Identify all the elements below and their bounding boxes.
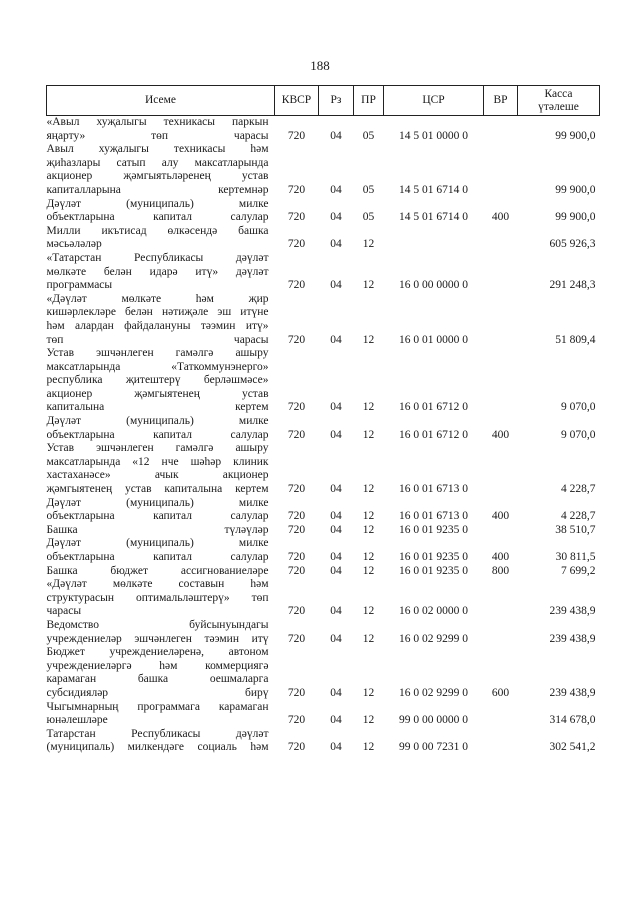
table-row [47,701,600,728]
row-csr: 14 5 01 6714 0 [399,211,468,224]
row-pr: 12 [362,714,375,727]
row-kassa: 314 678,0 [549,714,596,727]
row-rz: 04 [330,238,342,251]
row-rz: 04 [330,129,342,142]
row-rz: 04 [330,523,342,536]
row-rz: 04 [330,510,342,523]
table-row [47,225,600,252]
row-pr: 12 [362,510,375,523]
header-kassa-line2: үтәлеше [538,100,579,113]
row-name: Бюджет учреждениеләренә, автоном учреждениеләргә һәм коммерциягә карамаган башка оешмаларга субсидияләр бирү [46,646,269,699]
row-rz: 04 [330,279,342,292]
row-name: Дәүләт (муниципаль) милке объектларына капитал салулар [46,496,269,523]
table-row [47,415,600,442]
table-row [47,537,600,564]
table-row [47,524,600,538]
row-vr [484,619,518,646]
row-kvsr: 720 [287,238,306,251]
row-kassa: 4 228,7 [561,510,596,523]
row-kvsr: 720 [287,183,306,196]
row-kvsr: 720 [287,551,306,563]
row-pr: 12 [362,238,375,251]
row-name: Татарстан Республикасы дәүләт (муниципаль) милкендәге социаль һәм [46,727,269,754]
row-kvsr: 720 [287,428,306,441]
row-name: Дәүләт (муниципаль) милке объектларына капитал салулар [46,537,269,563]
row-pr: 12 [362,605,375,618]
header-csr: ЦСР [384,86,484,116]
table-row [47,252,600,293]
row-name: Милли икътисад өлкәсендә башка мәсьәләләр [46,224,269,251]
header-name: Исеме [47,86,275,116]
row-vr [484,143,518,197]
row-vr: 800 [491,564,510,577]
row-pr: 12 [362,279,375,292]
row-pr: 12 [362,741,375,754]
table-row [47,198,600,225]
row-pr: 12 [362,632,375,645]
row-rz: 04 [330,564,342,577]
row-kassa: 9 070,0 [561,401,596,414]
row-kvsr: 720 [287,401,306,414]
row-rz: 04 [330,551,342,563]
row-name: «Дәүләт мөлкәте составын һәм структурасын оптимальләштерү» төп чарасы [46,578,269,618]
table-row [47,619,600,646]
table-row [47,347,600,415]
row-kvsr: 720 [287,510,306,523]
row-csr: 16 0 01 6713 0 [399,483,468,496]
table-row [47,442,600,496]
row-vr: 400 [491,428,510,441]
table-row [47,116,600,144]
header-kassa-line1: Касса [544,87,573,100]
header-kvsr: КВСР [275,86,319,116]
row-pr: 12 [362,523,375,536]
row-kassa: 30 811,5 [555,551,596,563]
row-csr: 16 0 01 6712 0 [399,401,468,414]
row-vr [484,347,518,415]
row-rz: 04 [330,483,342,496]
row-name: Устав эшчәнлеген гамәлгә ашыру максатларында «12 нче шәһәр клиник хастаханәсе» ачык акционер җәмгыятенең устав капиталына кертем [46,442,269,496]
row-csr: 16 0 01 0000 0 [399,333,468,346]
row-csr: 16 0 02 9299 0 [399,686,468,699]
row-kassa: 99 900,0 [555,211,596,224]
row-vr [484,252,518,293]
row-kvsr: 720 [287,686,306,699]
row-kvsr: 720 [287,564,306,577]
row-csr: 99 0 00 7231 0 [399,741,468,754]
row-pr: 05 [362,211,375,224]
row-pr: 12 [362,401,375,414]
row-kvsr: 720 [287,279,306,292]
row-name: «Татарстан Республикасы дәүләт мөлкәте белән идарә итү» дәүләт программасы [46,251,269,292]
row-vr: 600 [491,686,510,699]
row-vr: 400 [491,211,510,224]
row-csr: 16 0 01 6712 0 [399,428,468,441]
row-kassa: 239 438,9 [549,605,596,618]
header-kassa [518,86,600,116]
row-csr: 16 0 02 0000 0 [399,605,468,618]
row-rz: 04 [330,686,342,699]
row-csr: 16 0 01 9235 0 [399,523,468,536]
row-name: «Авыл хуҗалыгы техникасы паркын яңарту» төп чарасы [46,116,269,142]
row-kvsr: 720 [287,632,306,645]
row-kassa: 99 900,0 [555,129,596,142]
row-kassa: 9 070,0 [561,428,596,441]
row-kassa: 51 809,4 [555,333,596,346]
row-pr: 12 [362,686,375,699]
row-vr [484,116,518,144]
row-csr: 16 0 01 9235 0 [399,564,468,577]
row-csr: 16 0 00 0000 0 [399,279,468,292]
table-row [47,728,600,755]
header-rz: Рз [319,86,354,116]
table-row [47,293,600,347]
row-pr: 12 [362,333,375,346]
row-name: Устав эшчәнлеген гамәлгә ашыру максатларында «Таткоммунэнерго» республика җитештерү берләшмәсе» акционер җәмгыятенең устав капиталына кертем [46,347,269,414]
row-vr [484,442,518,496]
row-kassa: 302 541,2 [549,741,596,754]
row-name: Дәүләт (муниципаль) милке объектларына капитал салулар [46,415,269,441]
row-kvsr: 720 [287,741,306,754]
row-kassa: 7 699,2 [561,564,596,577]
table-row [47,646,600,700]
table-header [47,86,600,116]
row-vr [484,728,518,755]
row-csr: 16 0 01 9235 0 [399,551,468,563]
row-kassa: 239 438,9 [549,686,596,699]
row-rz: 04 [330,211,342,224]
row-pr: 12 [362,564,375,577]
row-vr [484,293,518,347]
row-pr: 05 [362,129,375,142]
table-row [47,578,600,619]
row-kvsr: 720 [287,714,306,727]
row-rz: 04 [330,333,342,346]
row-pr: 05 [362,183,375,196]
budget-table [46,85,600,755]
row-kassa: 605 926,3 [549,238,596,251]
row-vr [484,225,518,252]
row-name: Авыл хуҗалыгы техникасы һәм җиһазлары сатып алу максатларында акционер җәмгыятьләренең устав капиталларына кертемнәр [46,143,269,196]
row-name: «Дәүләт мөлкәте һәм җир кишәрлекләре белән нәтиҗәле эш итүне һәм алардан файдалануны тәэмин итү» төп чарасы [46,292,269,346]
header-vr: ВР [484,86,518,116]
row-csr [384,225,484,252]
row-pr: 12 [362,483,375,496]
row-csr: 14 5 01 0000 0 [399,129,468,142]
row-vr [484,701,518,728]
row-rz: 04 [330,401,342,414]
row-rz: 04 [330,632,342,645]
row-vr [484,578,518,619]
row-csr: 14 5 01 6714 0 [399,183,468,196]
row-kassa: 291 248,3 [549,279,596,292]
row-name: Башка бюджет ассигнованиеләре [46,564,269,577]
row-name: Чыгымнарның программага карамаган юнәлешләре [46,700,269,727]
row-kvsr: 720 [287,605,306,618]
row-kvsr: 720 [287,211,306,224]
page-number: 188 [310,58,330,73]
row-csr: 16 0 02 9299 0 [399,632,468,645]
row-kassa: 38 510,7 [555,523,596,536]
row-csr: 16 0 01 6713 0 [399,510,468,523]
row-vr: 400 [491,551,510,563]
row-rz: 04 [330,714,342,727]
row-vr [484,524,518,538]
row-vr: 400 [491,510,510,523]
row-kassa: 239 438,9 [549,632,596,645]
header-pr: ПР [354,86,384,116]
row-kvsr: 720 [287,483,306,496]
row-name: Дәүләт (муниципаль) милке объектларына капитал салулар [46,197,269,224]
row-rz: 04 [330,428,342,441]
table-body [47,116,600,755]
table-row [47,565,600,579]
row-pr: 12 [362,551,375,563]
row-csr: 99 0 00 0000 0 [399,714,468,727]
row-rz: 04 [330,741,342,754]
row-kvsr: 720 [287,129,306,142]
row-kvsr: 720 [287,523,306,536]
row-kassa: 4 228,7 [561,483,596,496]
row-kvsr: 720 [287,333,306,346]
row-name: Ведомство буйсынуындагы учреждениеләр эшчәнлеген тәэмин итү [46,618,269,645]
row-pr: 12 [362,428,375,441]
table-row [47,143,600,197]
row-name: Башка түләүләр [46,523,269,536]
row-rz: 04 [330,183,342,196]
row-kassa: 99 900,0 [555,183,596,196]
table-row [47,497,600,524]
row-rz: 04 [330,605,342,618]
